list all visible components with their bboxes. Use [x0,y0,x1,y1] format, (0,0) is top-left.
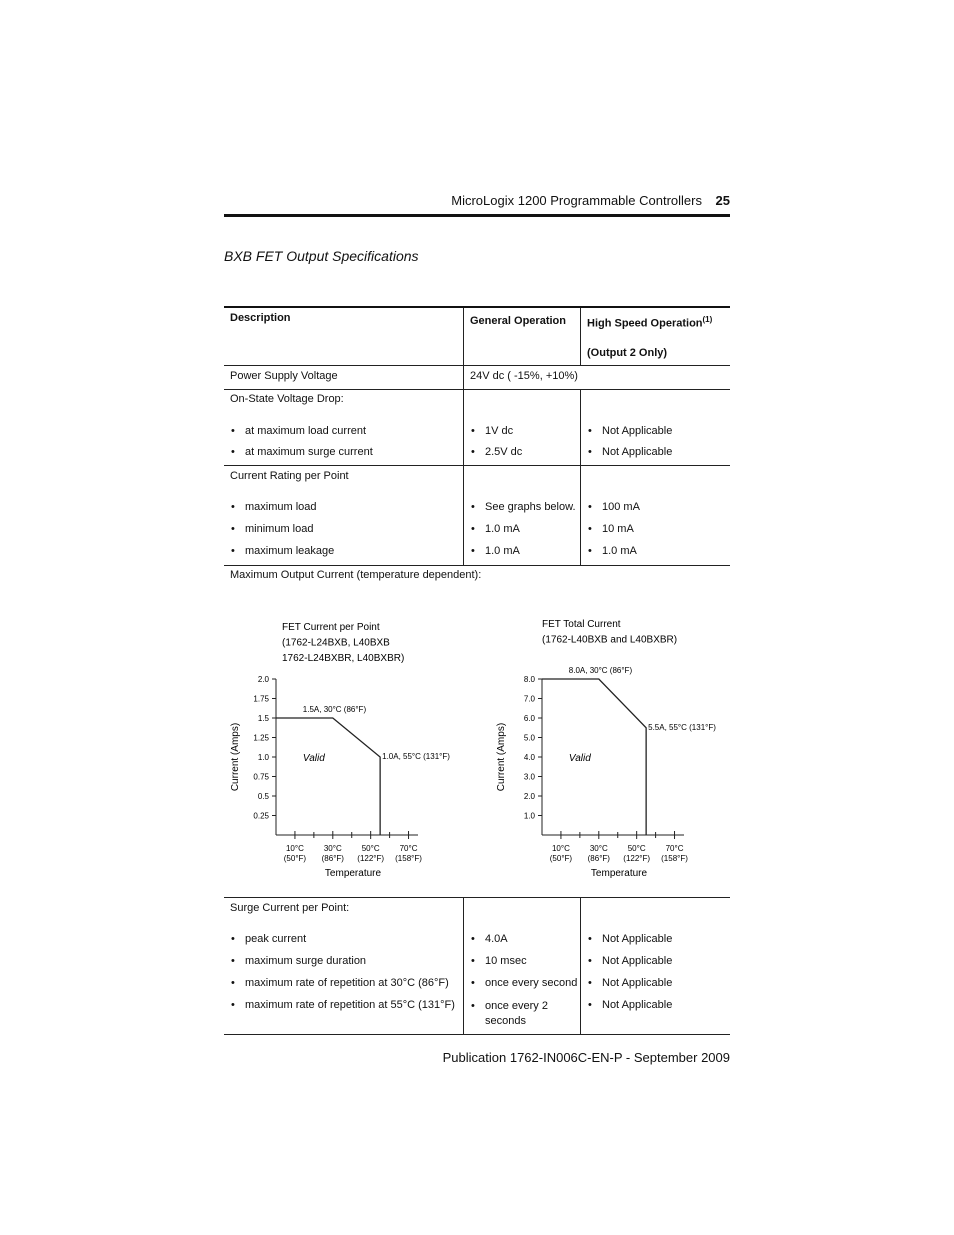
chart1-y-axis-label: Current (Amps) [230,722,241,792]
chart1-x-tick-label: (86°F) [321,854,344,863]
list-item: • Not Applicable [587,977,672,989]
list-item: • 100 mA [587,501,640,513]
list-item: • Not Applicable [587,955,672,967]
list-item: • maximum surge duration [230,955,366,967]
chart2-title-line: FET Total Current [542,619,621,630]
list-item: • See graphs below. [470,501,576,513]
chart2-y-tick-label: 5.0 [523,733,535,743]
page-number: 25 [715,193,730,208]
chart1-derating-curve [276,718,380,835]
chart2-x-tick-label: 50°C [627,844,646,853]
chart1-y-tick-label: 1.75 [253,694,269,704]
table-header-row [224,306,730,366]
list-item: • maximum rate of repetition at 55°C (131°F) [230,999,455,1011]
chart2-title-line: (1762-L40BXB and L40BXBR) [542,634,678,646]
chart1-x-tick-label: 70°C [399,844,418,853]
chart1-y-tick-label: 1.25 [253,733,269,743]
chart2-derating-curve [542,679,646,835]
chart2-x-tick-label: 70°C [665,844,684,853]
chart1-y-tick-label: 1.0 [257,753,269,762]
header-output2: (Output 2 Only) [587,347,668,359]
chart2-x-tick-label: (50°F) [549,854,573,863]
list-item: • Not Applicable [587,446,672,458]
max-output-label: Maximum Output Current (temperature dependent): [230,569,482,581]
chart1-y-tick-label: 0.5 [257,792,269,801]
chart1-x-tick-label: (50°F) [283,854,307,863]
list-item: • 1.0 mA [470,545,520,557]
chart1-y-tick-label: 2.0 [257,675,269,684]
chart1-x-tick-label: 50°C [361,844,380,853]
chart1-title-line: (1762-L24BXB, L40BXB [282,637,390,649]
chart2-y-tick-label: 3.0 [523,772,535,782]
list-item: • at maximum load current [230,425,366,437]
list-item: • maximum leakage [230,545,334,557]
chart1-region-label: Valid [302,753,325,764]
list-item: • peak current [230,933,306,945]
chart1-title-line: FET Current per Point [282,622,380,633]
chart2-x-tick-label: (158°F) [661,854,688,863]
chart2-y-tick-label: 2.0 [523,792,535,801]
list-item: • Not Applicable [587,999,672,1011]
table-row [224,390,730,466]
chart2-annotation: 5.5A, 55°C (131°F) [648,722,716,732]
charts-area [224,590,730,895]
chart2-x-tick-label: 30°C [589,844,608,853]
header-general: General Operation [470,315,566,327]
header-description: Description [230,312,291,324]
chart1-annotation: 1.5A, 30°C (86°F) [302,705,367,714]
chart1-x-tick-label: (158°F) [395,854,422,863]
list-item: • maximum load [230,501,317,513]
chart2-annotation: 8.0A, 30°C (86°F) [568,666,633,675]
surge-label: Surge Current per Point: [230,902,350,914]
table-row [224,466,730,566]
list-item: • 10 mA [587,523,634,535]
current-label: Current Rating per Point [230,470,349,482]
vdrop-label: On-State Voltage Drop: [230,393,344,405]
list-item: • 2.5V dc [470,446,522,458]
list-item: • 10 msec [470,955,527,967]
chart2-y-tick-label: 1.0 [523,811,535,821]
table-row [224,366,730,390]
power-label: Power Supply Voltage [230,370,338,382]
header-high-speed: High Speed Operation$^{(1)}$ [587,315,713,330]
header-rule [224,214,730,217]
chart2-y-tick-label: 6.0 [523,714,535,723]
list-item: • 1.0 mA [587,545,637,557]
list-item: • once every second [470,977,577,989]
list-item: • minimum load [230,523,313,535]
chart1-title-line: 1762-L24BXBR, L40BXBR) [282,653,405,664]
list-item: • at maximum surge current [230,446,373,458]
chart1-y-tick-label: 1.5 [257,714,269,723]
page-header [224,193,730,217]
list-item: • Not Applicable [587,425,672,437]
chart2-y-tick-label: 8.0 [523,675,535,684]
chart2-x-tick-label: (86°F) [587,854,610,863]
header-title: MicroLogix 1200 Programmable Controllers [451,193,702,208]
list-item: • 4.0A [470,933,508,945]
footnote-marker: (1) [702,315,713,324]
table-row [224,898,730,1035]
chart1-x-axis-label: Temperature [324,868,382,879]
chart1-annotation: 1.0A, 55°C (131°F) [382,752,450,761]
list-item: • 1V dc [470,425,513,437]
chart2-y-tick-label: 4.0 [523,753,535,762]
chart2-x-tick-label: 10°C [551,844,570,853]
list-item: • maximum rate of repetition at 30°C (86°F) [230,977,449,989]
chart2-region-label: Valid [568,753,591,764]
chart1-y-tick-label: 0.25 [253,811,269,821]
list-item: • Not Applicable [587,933,672,945]
chart2-y-tick-label: 7.0 [523,694,535,704]
chart1-x-tick-label: (122°F) [357,854,385,863]
derating-charts [224,590,730,895]
chart2-y-axis-label: Current (Amps) [496,722,507,792]
power-value: 24V dc ( -15%, +10%) [470,370,578,382]
chart1-y-tick-label: 0.75 [253,772,269,782]
list-item: • 1.0 mA [470,523,520,535]
chart1-x-tick-label: 30°C [323,844,342,853]
list-item: • once every 2 seconds [470,999,575,1029]
chart2-x-axis-label: Temperature [590,868,648,879]
publication-footer: Publication 1762-IN006C-EN-P - September 2009 [442,1050,730,1065]
section-title: BXB FET Output Specifications [224,248,419,264]
chart2-x-tick-label: (122°F) [623,854,651,863]
chart1-x-tick-label: 10°C [285,844,304,853]
